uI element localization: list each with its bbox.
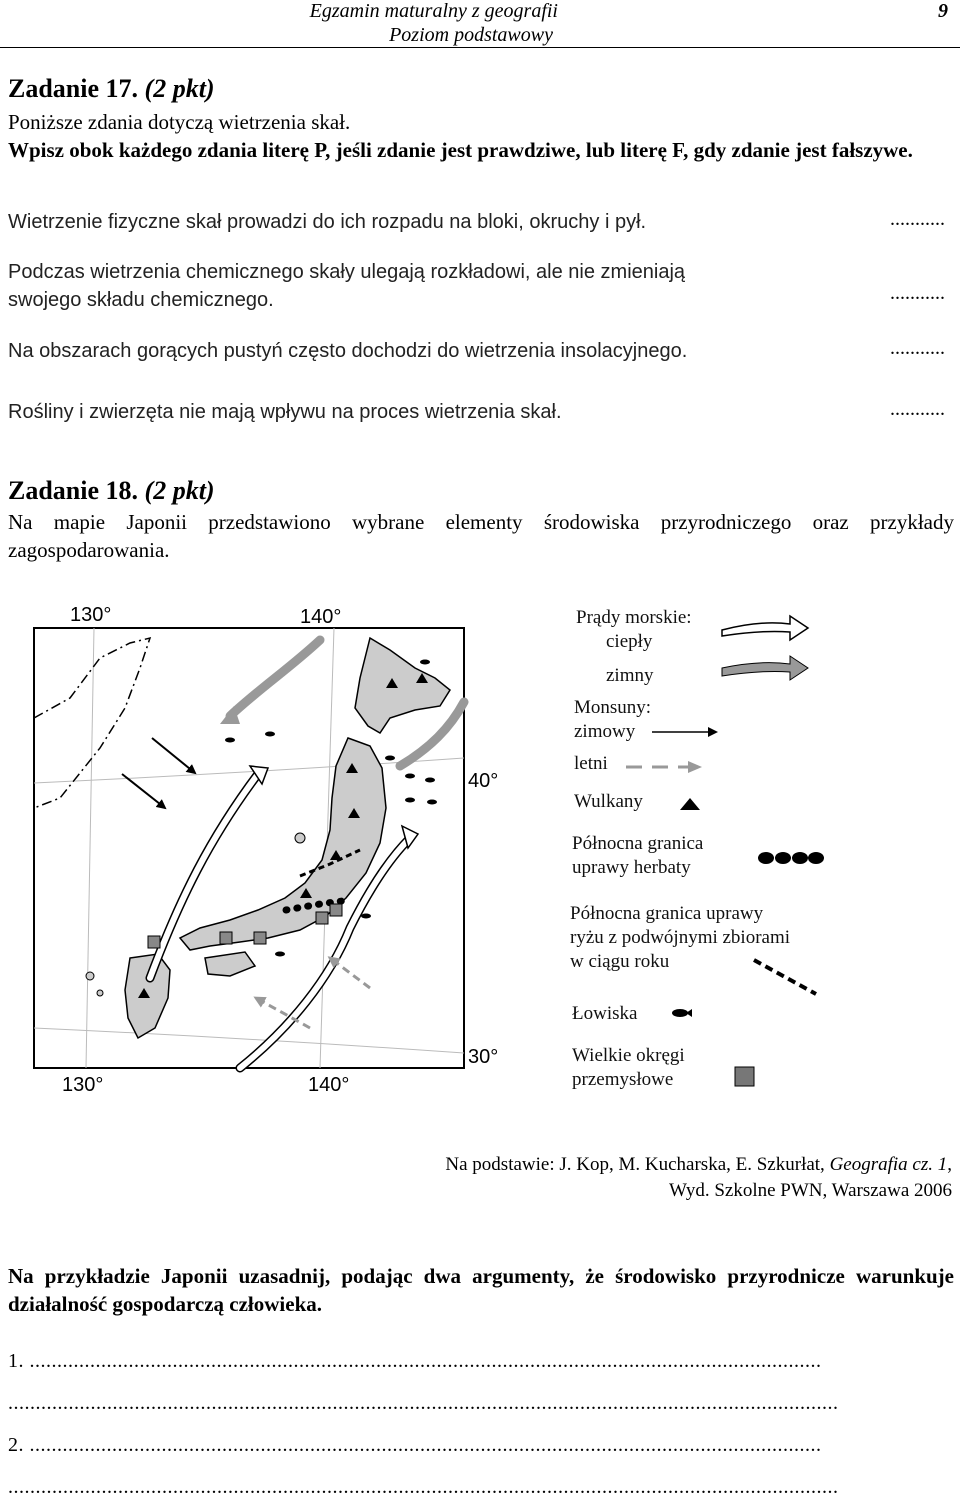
lat-label-30: 30° — [468, 1046, 499, 1068]
legend-industry-line-2: przemysłowe — [572, 1069, 674, 1090]
legend-summer-monsoon-icon — [624, 760, 704, 774]
legend-winter-monsoon-icon — [650, 726, 720, 738]
answer-field-3[interactable]: ........... — [890, 337, 945, 359]
legend-warm-current: ciepły — [606, 631, 653, 652]
legend-currents-title: Prądy morskie: — [576, 607, 692, 628]
legend-cold-current-icon — [720, 654, 810, 684]
statement-3: Na obszarach gorących pustyń często dochodzi do wietrzenia insolacyjnego. — [8, 340, 688, 362]
legend-volcano-icon — [678, 796, 702, 812]
lon-label-top-130: 130° — [70, 604, 112, 626]
map-legend — [560, 600, 950, 1100]
task18-title — [8, 476, 215, 506]
header-rule — [0, 47, 960, 48]
legend-tea-boundary-icon — [756, 848, 826, 868]
task17-intro: Poniższe zdania dotyczą wietrzenia skał. — [8, 110, 351, 134]
task17-number: Zadanie 17. — [8, 74, 139, 103]
task18-number: Zadanie 18. — [8, 476, 139, 505]
answer-field-2[interactable]: ........... — [890, 282, 945, 304]
answer-line-2[interactable]: ....................................................................................................................................................... — [8, 1392, 839, 1414]
legend-rice-line-2: ryżu z podwójnymi zbiorami — [570, 927, 791, 948]
lat-label-40: 40° — [468, 770, 499, 792]
legend-tea-line-1: Północna granica — [572, 833, 704, 854]
source-comma: , — [947, 1154, 952, 1175]
statement-2-line-2: swojego składu chemicznego. — [8, 289, 274, 311]
source-title: Geografia cz. 1 — [829, 1154, 948, 1175]
legend-rice-line-1: Północna granica uprawy — [570, 903, 764, 924]
legend-tea-line-2: uprawy herbaty — [572, 857, 691, 878]
page-number: 9 — [938, 0, 948, 22]
legend-summer-monsoon: letni — [574, 753, 608, 774]
legend-volcanoes: Wulkany — [574, 791, 643, 812]
statement-2-line-1: Podczas wietrzenia chemicznego skały ulegają rozkładowi, ale nie zmieniają — [8, 261, 686, 283]
task17-points: (2 pkt) — [144, 74, 215, 103]
lon-label-bottom-130: 130° — [62, 1074, 104, 1096]
statement-4: Rośliny i zwierzęta nie mają wpływu na proces wietrzenia skał. — [8, 401, 562, 423]
answer-line-3[interactable]: 2. ................................................................................................................................................ — [8, 1434, 822, 1456]
map-source-line-2: Wyd. Szkolne PWN, Warszawa 2006 — [669, 1180, 952, 1201]
task18-question: Na przykładzie Japonii uzasadnij, podając dwa argumenty, że środowisko przyrodnicze warunkuje działalność gospodarczą człowieka. — [8, 1264, 954, 1316]
legend-industry-line-1: Wielkie okręgi — [572, 1045, 685, 1066]
answer-field-4[interactable]: ........... — [890, 398, 945, 420]
lon-label-top-140: 140° — [300, 606, 342, 628]
map-source-line-1 — [445, 1152, 952, 1178]
legend-fishing: Łowiska — [572, 1003, 638, 1024]
answer-line-4[interactable]: ....................................................................................................................................................... — [8, 1476, 839, 1498]
source-authors: Na podstawie: J. Kop, M. Kucharska, E. Szkurłat, — [445, 1154, 830, 1175]
task18-intro: Na mapie Japonii przedstawiono wybrane elementy środowiska przyrodniczego oraz przykłady zagospodarowania. — [8, 510, 954, 562]
page-header — [309, 0, 948, 48]
answer-field-1[interactable]: ........... — [890, 208, 945, 230]
legend-warm-current-icon — [720, 614, 810, 644]
legend-rice-line-3: w ciągu roku — [570, 951, 670, 972]
answer-line-1[interactable]: 1. ................................................................................................................................................ — [8, 1350, 822, 1372]
legend-winter-monsoon: zimowy — [574, 721, 636, 742]
legend-industry-icon — [734, 1066, 756, 1088]
task18-points: (2 pkt) — [144, 476, 215, 505]
japan-map — [30, 598, 500, 1098]
legend-fishing-icon — [670, 1006, 694, 1020]
legend-cold-current: zimny — [606, 665, 654, 686]
exam-level: Poziom podstawowy — [389, 24, 553, 46]
task17-instruction: Wpisz obok każdego zdania literę P, jeśli zdanie jest prawdziwe, lub literę F, gdy zdanie jest fałszywe. — [8, 138, 913, 162]
legend-rice-boundary-icon — [750, 956, 830, 1000]
task17-title — [8, 74, 215, 104]
statement-1: Wietrzenie fizyczne skał prowadzi do ich rozpadu na bloki, okruchy i pył. — [8, 211, 647, 233]
lon-label-bottom-140: 140° — [308, 1074, 350, 1096]
legend-monsoon-title: Monsuny: — [574, 697, 652, 718]
exam-title: Egzamin maturalny z geografii — [309, 0, 558, 22]
japan-map-svg — [30, 598, 500, 1098]
